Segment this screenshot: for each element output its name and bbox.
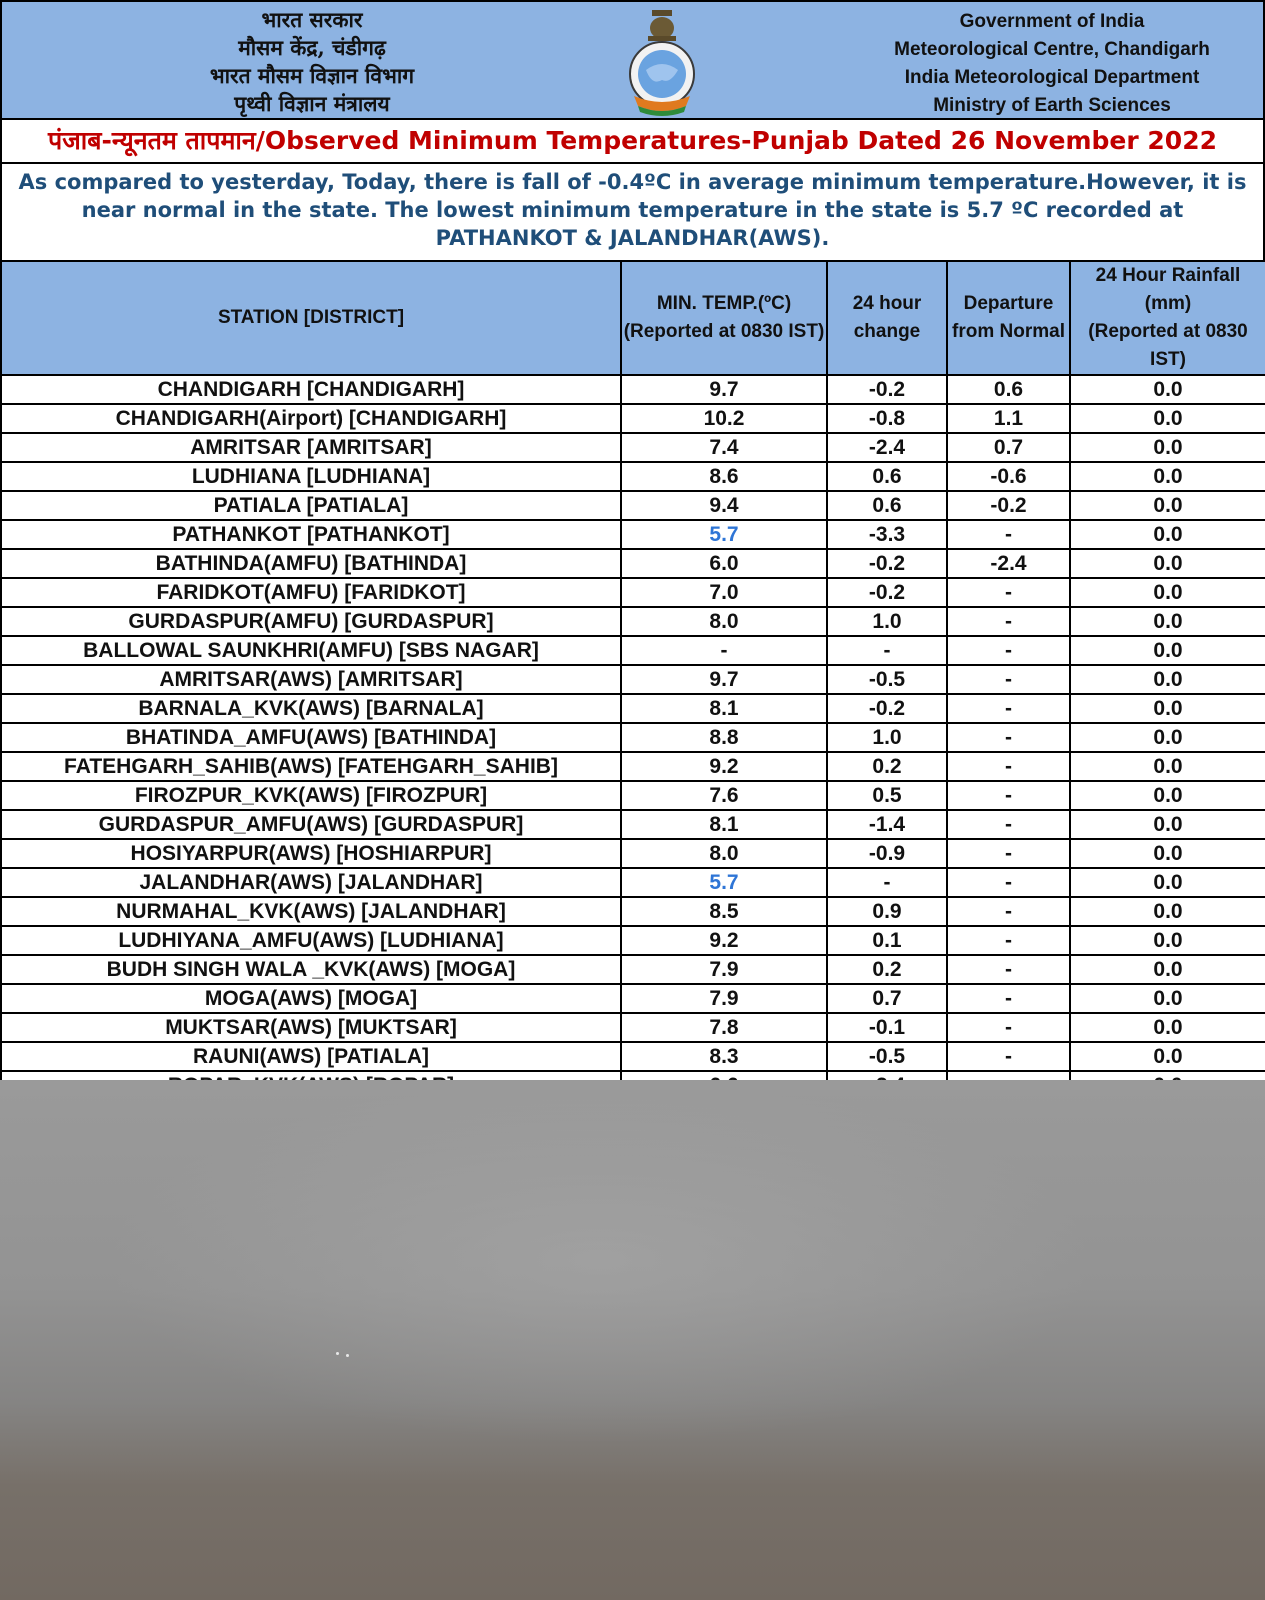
- rainfall-cell: 0.0: [1070, 491, 1265, 520]
- change-cell: 0.6: [827, 491, 947, 520]
- table-row: [1, 607, 1265, 636]
- departure-cell: -0.6: [947, 462, 1070, 491]
- station-cell: PATIALA [PATIALA]: [1, 491, 621, 520]
- station-cell: JALANDHAR(AWS) [JALANDHAR]: [1, 868, 621, 897]
- rainfall-cell: 0.0: [1070, 897, 1265, 926]
- header-rainfall: 24 Hour Rainfall (mm) (Reported at 0830 IST): [1070, 261, 1265, 375]
- english-line: Meteorological Centre, Chandigarh: [894, 39, 1210, 60]
- table-row: [1, 839, 1265, 868]
- header-station: STATION [DISTRICT]: [1, 261, 621, 375]
- departure-cell: -: [947, 694, 1070, 723]
- station-cell: RAUNI(AWS) [PATIALA]: [1, 1042, 621, 1071]
- min-temp-cell: 8.1: [621, 694, 827, 723]
- table-row: [1, 433, 1265, 462]
- table-row: [1, 926, 1265, 955]
- min-temp-cell: 8.0: [621, 607, 827, 636]
- departure-cell: -: [947, 1013, 1070, 1042]
- change-cell: 1.0: [827, 607, 947, 636]
- rainfall-cell: 0.0: [1070, 578, 1265, 607]
- english-line: India Meteorological Department: [904, 67, 1200, 88]
- table-row: [1, 723, 1265, 752]
- station-cell: NURMAHAL_KVK(AWS) [JALANDHAR]: [1, 897, 621, 926]
- min-temp-cell: 9.2: [621, 926, 827, 955]
- change-cell: 0.9: [827, 897, 947, 926]
- change-cell: -: [827, 636, 947, 665]
- rainfall-cell: 0.0: [1070, 462, 1265, 491]
- station-cell: GURDASPUR(AMFU) [GURDASPUR]: [1, 607, 621, 636]
- departure-cell: -: [947, 955, 1070, 984]
- change-cell: -0.1: [827, 1013, 947, 1042]
- change-cell: -2.4: [827, 433, 947, 462]
- min-temp-cell: 7.9: [621, 984, 827, 1013]
- rainfall-cell: 0.0: [1070, 607, 1265, 636]
- station-cell: MOGA(AWS) [MOGA]: [1, 984, 621, 1013]
- min-temp-cell: 6.0: [621, 549, 827, 578]
- hindi-line: पृथ्वी विज्ञान मंत्रालय: [234, 91, 390, 116]
- summary-text: As compared to yesterday, Today, there is fall of -0.4ºC in average minimum temperature.However, it is near normal in the state. The lowest minimum temperature in the state is 5.7 ºC recorded at PATHANKOT & JALANDHAR(AWS).: [0, 164, 1265, 260]
- departure-cell: -: [947, 578, 1070, 607]
- min-temp-cell: 9.7: [621, 375, 827, 404]
- change-cell: -0.2: [827, 694, 947, 723]
- station-cell: BHATINDA_AMFU(AWS) [BATHINDA]: [1, 723, 621, 752]
- change-cell: -0.5: [827, 665, 947, 694]
- station-cell: CHANDIGARH(Airport) [CHANDIGARH]: [1, 404, 621, 433]
- min-temp-cell: 9.4: [621, 491, 827, 520]
- change-cell: 0.2: [827, 955, 947, 984]
- change-cell: -3.3: [827, 520, 947, 549]
- table-row: [1, 1042, 1265, 1071]
- change-cell: 0.6: [827, 462, 947, 491]
- min-temp-cell: 7.6: [621, 781, 827, 810]
- departure-cell: -: [947, 926, 1070, 955]
- table-row: [1, 752, 1265, 781]
- departure-cell: 0.6: [947, 375, 1070, 404]
- departure-cell: -: [947, 868, 1070, 897]
- table-row: [1, 462, 1265, 491]
- station-cell: PATHANKOT [PATHANKOT]: [1, 520, 621, 549]
- change-cell: -0.9: [827, 839, 947, 868]
- min-temp-cell: 9.7: [621, 665, 827, 694]
- station-cell: MUKTSAR(AWS) [MUKTSAR]: [1, 1013, 621, 1042]
- table-row: [1, 868, 1265, 897]
- change-cell: -0.2: [827, 549, 947, 578]
- min-temp-cell: 8.3: [621, 1042, 827, 1071]
- departure-cell: -2.4: [947, 549, 1070, 578]
- rainfall-cell: 0.0: [1070, 1013, 1265, 1042]
- station-cell: FATEHGARH_SAHIB(AWS) [FATEHGARH_SAHIB]: [1, 752, 621, 781]
- departure-cell: -: [947, 984, 1070, 1013]
- departure-cell: -0.2: [947, 491, 1070, 520]
- table-header-row: [1, 261, 1265, 375]
- rainfall-cell: 0.0: [1070, 549, 1265, 578]
- min-temp-cell: 8.8: [621, 723, 827, 752]
- table-row: [1, 665, 1265, 694]
- hindi-org-name: [132, 6, 492, 118]
- min-temp-cell: 8.1: [621, 810, 827, 839]
- change-cell: 0.1: [827, 926, 947, 955]
- min-temp-cell: 7.4: [621, 433, 827, 462]
- rainfall-cell: 0.0: [1070, 839, 1265, 868]
- header-min-temp: MIN. TEMP.(ºC) (Reported at 0830 IST): [621, 261, 827, 375]
- departure-cell: -: [947, 781, 1070, 810]
- station-cell: BATHINDA(AMFU) [BATHINDA]: [1, 549, 621, 578]
- station-cell: HOSIYARPUR(AWS) [HOSHIARPUR]: [1, 839, 621, 868]
- departure-cell: -: [947, 897, 1070, 926]
- distant-light: [336, 1352, 339, 1355]
- table-row: [1, 984, 1265, 1013]
- departure-cell: -: [947, 723, 1070, 752]
- min-temp-cell: 8.5: [621, 897, 827, 926]
- station-cell: BUDH SINGH WALA _KVK(AWS) [MOGA]: [1, 955, 621, 984]
- rainfall-cell: 0.0: [1070, 810, 1265, 839]
- table-row: [1, 1013, 1265, 1042]
- hindi-line: मौसम केंद्र, चंडीगढ़: [238, 35, 386, 60]
- min-temp-cell: 7.9: [621, 955, 827, 984]
- temperature-table: [0, 260, 1265, 1130]
- departure-cell: -: [947, 607, 1070, 636]
- rainfall-cell: 0.0: [1070, 665, 1265, 694]
- table-row: [1, 897, 1265, 926]
- change-cell: 1.0: [827, 723, 947, 752]
- table-row: [1, 375, 1265, 404]
- rainfall-cell: 0.0: [1070, 926, 1265, 955]
- rainfall-cell: 0.0: [1070, 752, 1265, 781]
- min-temp-cell: 5.7: [621, 520, 827, 549]
- min-temp-cell: 8.0: [621, 839, 827, 868]
- change-cell: -0.8: [827, 404, 947, 433]
- table-row: [1, 520, 1265, 549]
- rainfall-cell: 0.0: [1070, 984, 1265, 1013]
- change-cell: -1.4: [827, 810, 947, 839]
- departure-cell: -: [947, 665, 1070, 694]
- min-temp-cell: -: [621, 636, 827, 665]
- table-row: [1, 636, 1265, 665]
- change-cell: -0.2: [827, 578, 947, 607]
- rainfall-cell: 0.0: [1070, 1042, 1265, 1071]
- station-cell: FIROZPUR_KVK(AWS) [FIROZPUR]: [1, 781, 621, 810]
- station-cell: LUDHIANA [LUDHIANA]: [1, 462, 621, 491]
- station-cell: GURDASPUR_AMFU(AWS) [GURDASPUR]: [1, 810, 621, 839]
- header-24h-change: 24 hour change: [827, 261, 947, 375]
- min-temp-cell: 9.2: [621, 752, 827, 781]
- min-temp-cell: 5.7: [621, 868, 827, 897]
- english-line: Ministry of Earth Sciences: [933, 95, 1171, 116]
- hindi-line: भारत मौसम विज्ञान विभाग: [209, 63, 415, 88]
- rainfall-cell: 0.0: [1070, 636, 1265, 665]
- change-cell: 0.2: [827, 752, 947, 781]
- departure-cell: 0.7: [947, 433, 1070, 462]
- min-temp-cell: 10.2: [621, 404, 827, 433]
- departure-cell: -: [947, 810, 1070, 839]
- imd-emblem-icon: [622, 8, 702, 118]
- rainfall-cell: 0.0: [1070, 781, 1265, 810]
- foggy-landscape-photo: [0, 1080, 1265, 1600]
- min-temp-cell: 7.8: [621, 1013, 827, 1042]
- table-row: [1, 781, 1265, 810]
- change-cell: 0.7: [827, 984, 947, 1013]
- table-row: [1, 810, 1265, 839]
- rainfall-cell: 0.0: [1070, 433, 1265, 462]
- bulletin-header: [0, 0, 1265, 120]
- fog-haze: [0, 1080, 1265, 1600]
- station-cell: BARNALA_KVK(AWS) [BARNALA]: [1, 694, 621, 723]
- table-row: [1, 491, 1265, 520]
- departure-cell: -: [947, 839, 1070, 868]
- table-row: [1, 578, 1265, 607]
- table-row: [1, 694, 1265, 723]
- rainfall-cell: 0.0: [1070, 955, 1265, 984]
- header-departure: Departure from Normal: [947, 261, 1070, 375]
- departure-cell: -: [947, 752, 1070, 781]
- min-temp-cell: 7.0: [621, 578, 827, 607]
- table-row: [1, 549, 1265, 578]
- change-cell: 0.5: [827, 781, 947, 810]
- change-cell: -: [827, 868, 947, 897]
- rainfall-cell: 0.0: [1070, 723, 1265, 752]
- station-cell: AMRITSAR [AMRITSAR]: [1, 433, 621, 462]
- station-cell: CHANDIGARH [CHANDIGARH]: [1, 375, 621, 404]
- station-cell: FARIDKOT(AMFU) [FARIDKOT]: [1, 578, 621, 607]
- station-cell: AMRITSAR(AWS) [AMRITSAR]: [1, 665, 621, 694]
- rainfall-cell: 0.0: [1070, 694, 1265, 723]
- station-cell: BALLOWAL SAUNKHRI(AMFU) [SBS NAGAR]: [1, 636, 621, 665]
- rainfall-cell: 0.0: [1070, 520, 1265, 549]
- change-cell: -0.2: [827, 375, 947, 404]
- rainfall-cell: 0.0: [1070, 868, 1265, 897]
- english-line: Government of India: [959, 11, 1145, 32]
- departure-cell: 1.1: [947, 404, 1070, 433]
- rainfall-cell: 0.0: [1070, 375, 1265, 404]
- distant-light: [346, 1354, 349, 1357]
- departure-cell: -: [947, 636, 1070, 665]
- table-row: [1, 955, 1265, 984]
- rainfall-cell: 0.0: [1070, 404, 1265, 433]
- change-cell: -0.5: [827, 1042, 947, 1071]
- min-temp-cell: 8.6: [621, 462, 827, 491]
- english-org-name: [862, 8, 1242, 120]
- hindi-line: भारत सरकार: [261, 7, 363, 32]
- bulletin-title: पंजाब-न्यूनतम तापमान/Observed Minimum Temperatures-Punjab Dated 26 November 2022: [0, 120, 1265, 164]
- departure-cell: -: [947, 520, 1070, 549]
- station-cell: LUDHIYANA_AMFU(AWS) [LUDHIANA]: [1, 926, 621, 955]
- departure-cell: -: [947, 1042, 1070, 1071]
- table-row: [1, 404, 1265, 433]
